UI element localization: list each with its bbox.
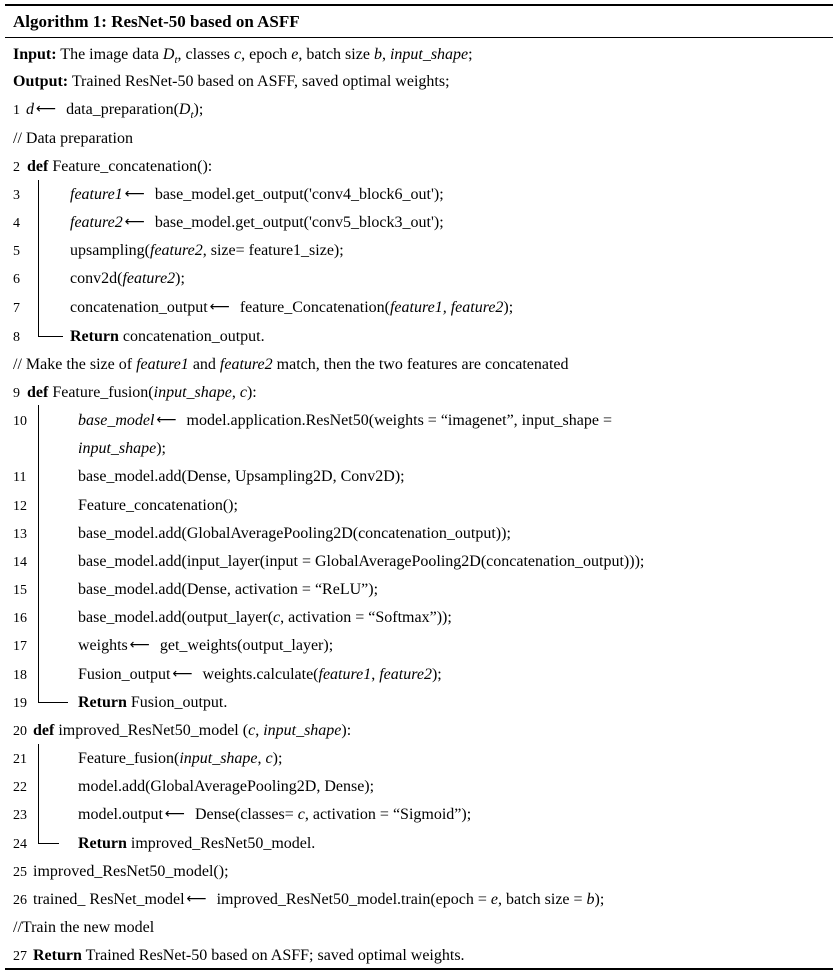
comment-feature-match: // Make the size of feature1 and feature2 match, then the two features are concatenated [13,356,569,373]
comment-data-preparation: // Data preparation [13,130,133,147]
code-line-25: improved_ResNet50_model(); [33,863,229,880]
code-line-1: d ⟵ $data\_preparation(D_t)$; [26,101,204,122]
line-number: 26 [13,893,27,908]
line-number: 6 [13,272,20,287]
code-line-9: def Feature_fusion(input_shape, c): [27,384,257,401]
line-number: 13 [13,527,27,542]
line-number: 27 [13,949,27,964]
assign-arrow-icon: ⟵ [124,214,145,230]
line-number: 3 [13,188,20,203]
comment-train-model: //Train the new model [13,919,155,936]
line-number: 15 [13,583,27,598]
block-end-feature-fusion [38,702,68,703]
line-number: 17 [13,639,27,654]
code-line-24: Return improved_ResNet50_model. [78,835,316,852]
block-bar-feature-concatenation [38,180,39,337]
assign-arrow-icon: ⟵ [129,637,150,653]
block-end-improved-model [38,843,59,844]
code-line-16: base_model.add(output_layer(c, activation = “Softmax”)); [78,609,452,626]
line-number: 7 [13,301,20,316]
algorithm-title: Algorithm 1: ResNet-50 based on ASFF [13,12,300,31]
line-number: 2 [13,160,20,175]
assign-arrow-icon: ⟵ [164,806,185,822]
input-text: The image data $D_t$, classes c, epoch e, batch size b, input_shape; [60,46,473,67]
line-number: 1 [13,103,20,118]
line-number: 10 [13,414,27,429]
code-line-18: Fusion_output ⟵ weights.calculate(feature1, feature2); [78,666,442,683]
assign-arrow-icon: ⟵ [209,299,230,315]
line-number: 21 [13,752,27,767]
block-bar-feature-fusion [38,405,39,703]
block-bar-improved-model [38,744,39,844]
line-number: 22 [13,780,27,795]
code-line-10: base_model ⟵ model.application.ResNet50(weights = “imagenet”, input_shape = [78,412,613,429]
bottom-rule [5,968,833,970]
assign-arrow-icon: ⟵ [36,101,57,117]
title-rule [5,37,833,38]
code-line-26: trained_ ResNet_model ⟵ improved_ResNet50_model.train(epoch = e, batch size = b); [33,891,605,908]
code-line-7: concatenation_output ⟵ feature_Concatenation(feature1, feature2); [70,299,514,316]
code-line-2: def Feature_concatenation(): [27,158,213,175]
code-line-8: Return concatenation_output. [70,328,265,345]
output-text: Trained ResNet-50 based on ASFF, saved optimal weights; [71,73,450,90]
output-line [13,72,450,92]
assign-arrow-icon: ⟵ [156,412,177,428]
input-label: Input: [13,46,57,63]
line-number: 12 [13,499,27,514]
code-line-15: base_model.add(Dense, activation = “ReLU”); [78,581,379,598]
assign-arrow-icon: ⟵ [172,666,193,682]
code-line-14: base_model.add(input_layer(input = GlobalAveragePooling2D(concatenation_output))); [78,553,645,570]
line-number: 8 [13,330,20,345]
line-number: 20 [13,724,27,739]
top-rule [5,4,833,6]
code-line-4: feature2 ⟵ base_model.get_output('conv5_block3_out'); [70,214,444,231]
code-line-17: weights ⟵ get_weights(output_layer); [78,637,334,654]
line-number: 11 [13,470,27,485]
code-line-21: Feature_fusion(input_shape, c); [78,750,283,767]
line-number: 19 [13,696,27,711]
line-number: 16 [13,611,27,626]
code-line-27: Return Trained ResNet-50 based on ASFF; saved optimal weights. [33,947,465,964]
line-number: 4 [13,216,20,231]
line-number: 5 [13,244,20,259]
code-line-5: upsampling(feature2, size= feature1_size); [70,242,344,259]
output-label: Output: [13,73,69,90]
code-line-22: model.add(GlobalAveragePooling2D, Dense); [78,778,375,795]
code-line-6: conv2d(feature2); [70,270,185,287]
code-line-19: Return Fusion_output. [78,694,228,711]
code-line-12: Feature_concatenation(); [78,497,238,514]
line-number: 9 [13,386,20,401]
input-line [13,45,473,70]
line-number: 14 [13,555,27,570]
line-number: 18 [13,668,27,683]
line-number: 25 [13,865,27,880]
assign-arrow-icon: ⟵ [186,891,207,907]
block-end-feature-concatenation [38,336,63,337]
code-line-13: base_model.add(GlobalAveragePooling2D(concatenation_output)); [78,525,511,542]
code-line-3: feature1 ⟵ base_model.get_output('conv4_block6_out'); [70,186,444,203]
code-line-20: def improved_ResNet50_model (c, input_shape): [33,722,352,739]
code-line-10-cont: input_shape); [78,440,166,457]
line-number: 24 [13,837,27,852]
code-line-11: base_model.add(Dense, Upsampling2D, Conv2D); [78,468,405,485]
assign-arrow-icon: ⟵ [124,186,145,202]
line-number: 23 [13,808,27,823]
code-line-23: model.output ⟵ Dense(classes= c, activation = “Sigmoid”); [78,806,472,823]
